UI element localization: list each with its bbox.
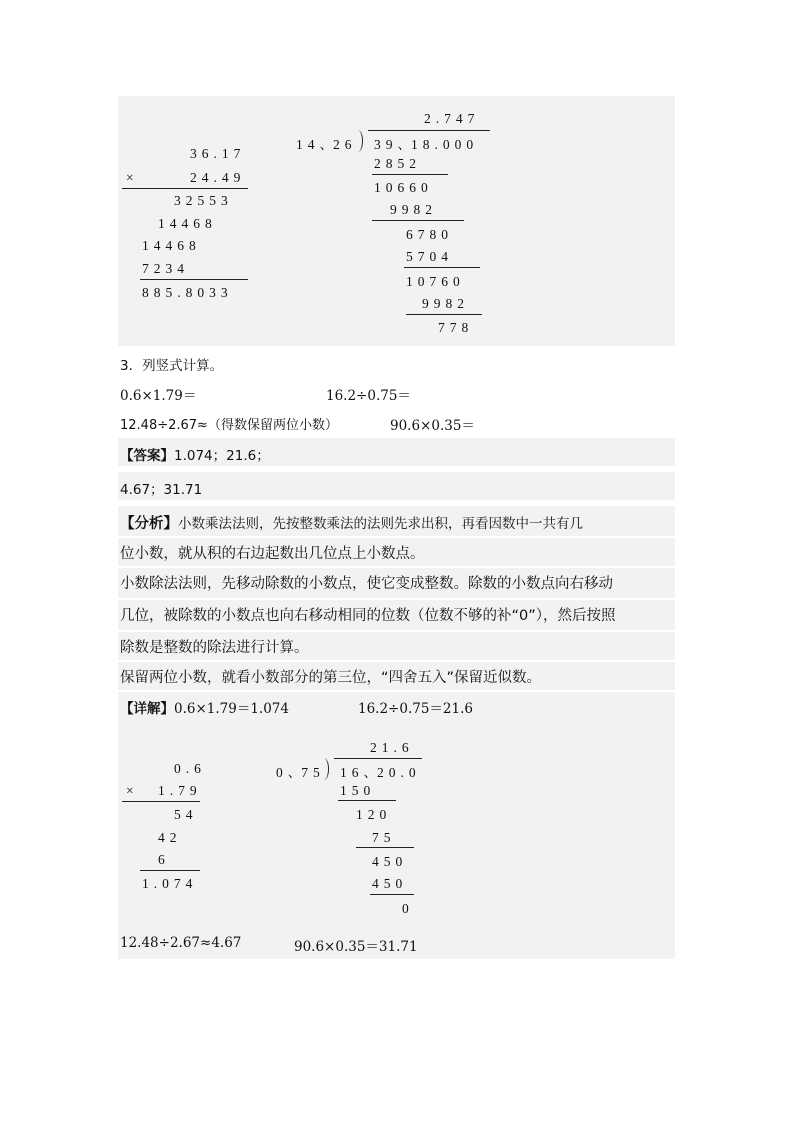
partial-product: 42 <box>158 830 182 845</box>
division-bar <box>368 130 490 131</box>
division-step: 9982 <box>422 296 469 311</box>
division-step: 75 <box>372 830 396 845</box>
analysis-tag: 【分析】 <box>120 516 178 532</box>
division-step: 5704 <box>406 249 453 264</box>
answer-line-2 <box>118 472 675 500</box>
dividend: 16、20.0 <box>340 765 421 780</box>
analysis-line <box>118 568 675 598</box>
partial-product: 54 <box>174 807 198 822</box>
divisor: 0、75 <box>276 765 325 780</box>
rule-line <box>338 800 396 801</box>
divisor: 14、26 <box>296 137 357 152</box>
times-sign: × <box>126 783 139 798</box>
rule-line <box>140 870 200 871</box>
detail-tag: 【详解】 <box>120 701 174 717</box>
multiplicand: 0.6 <box>174 761 206 776</box>
question-item: 12.48÷2.67≈（得数保留两位小数） <box>120 418 338 433</box>
division-bar <box>334 758 422 759</box>
answer-values: 4.67；31.71 <box>120 482 203 498</box>
rule-line <box>122 188 248 189</box>
division-step: 450 <box>372 854 408 869</box>
rule-line <box>406 314 482 315</box>
answer-values: 1.074；21.6； <box>174 448 270 464</box>
partial-product: 14468 <box>142 238 201 253</box>
detail-equation: 90.6×0.35＝31.71 <box>294 939 418 955</box>
rule-line <box>122 801 200 802</box>
division-step: 10760 <box>406 274 465 289</box>
analysis-text: 小数乘法法则，先按整数乘法的法则先求出积，再看因数中一共有几 <box>178 516 583 532</box>
rule-line <box>372 220 464 221</box>
analysis-line <box>118 632 675 660</box>
division-step: 9982 <box>390 202 437 217</box>
division-step: 2852 <box>374 156 421 171</box>
analysis-line <box>118 662 675 690</box>
times-sign: × <box>126 170 139 185</box>
analysis-line <box>118 600 675 630</box>
answer-tag: 【答案】 <box>120 448 174 464</box>
quotient: 21.6 <box>370 740 414 755</box>
partial-product: 14468 <box>158 216 217 231</box>
question-item: 0.6×1.79＝ <box>120 388 197 404</box>
question-item: 90.6×0.35＝ <box>390 418 475 434</box>
multiplier: 24.49 <box>190 170 246 185</box>
division-step: 6780 <box>406 227 453 242</box>
division-step: 120 <box>356 807 392 822</box>
detail-panel <box>118 692 675 959</box>
remainder: 778 <box>438 320 474 335</box>
detail-equation: 12.48÷2.67≈4.67 <box>120 935 242 951</box>
analysis-text: 位小数，就从积的右边起数出几位点上小数点。 <box>120 546 425 562</box>
question-item: 16.2÷0.75＝ <box>326 388 411 404</box>
answer-line-1 <box>118 438 675 466</box>
quotient: 2.747 <box>424 111 480 126</box>
multiplier: 1.79 <box>158 783 202 798</box>
analysis-line <box>118 538 675 566</box>
analysis-text: 保留两位小数，就看小数部分的第三位，“四舍五入”保留近似数。 <box>120 670 542 686</box>
multiplicand: 36.17 <box>190 146 246 161</box>
analysis-text: 除数是整数的除法进行计算。 <box>120 640 309 656</box>
rule-line <box>356 847 414 848</box>
division-step: 150 <box>340 783 376 798</box>
product: 885.8033 <box>142 285 233 300</box>
rule-line <box>372 174 448 175</box>
partial-product: 6 <box>158 852 170 867</box>
partial-product: 7234 <box>142 261 189 276</box>
analysis-line <box>118 506 675 536</box>
division-step: 10660 <box>374 180 433 195</box>
dividend: 39、18.000 <box>374 137 479 152</box>
detail-line: 【详解】0.6×1.79＝1.074 <box>120 701 289 717</box>
rule-line <box>140 279 248 280</box>
partial-product: 32553 <box>174 193 233 208</box>
remainder: 0 <box>402 901 414 916</box>
analysis-text: 小数除法法则，先移动除数的小数点，使它变成整数。除数的小数点向右移动 <box>120 576 613 592</box>
division-step: 450 <box>372 876 408 891</box>
detail-equation: 16.2÷0.75＝21.6 <box>358 701 473 717</box>
product: 1.074 <box>142 876 198 891</box>
rule-line <box>404 267 480 268</box>
rule-line <box>370 894 414 895</box>
question-title: 3．列竖式计算。 <box>120 358 224 374</box>
analysis-text: 几位，被除数的小数点也向右移动相同的位数（位数不够的补“0”），然后按照 <box>120 608 616 624</box>
